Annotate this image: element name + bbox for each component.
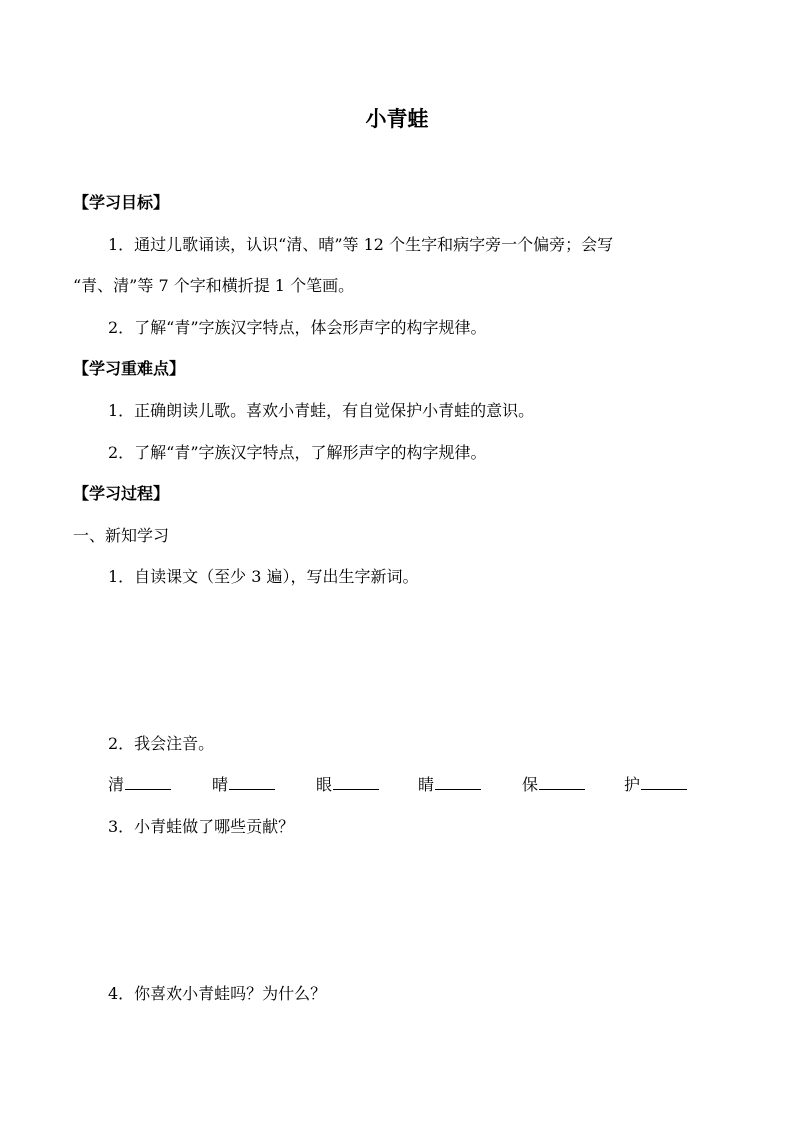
pinyin-blank[interactable] xyxy=(539,775,585,790)
question-2: 2．我会注音。 xyxy=(108,734,215,753)
pinyin-char: 睛 xyxy=(418,775,435,794)
pinyin-blank[interactable] xyxy=(229,775,275,790)
question-4: 4．你喜欢小青蛙吗？为什么？ xyxy=(108,984,327,1003)
pinyin-char: 保 xyxy=(522,775,539,794)
pinyin-exercise-row xyxy=(108,772,708,796)
goal-item-1-line-1: 1．通过儿歌诵读，认识“清、晴”等 12 个生字和病字旁一个偏旁；会写 xyxy=(108,235,614,254)
page-title: 小青蛙 xyxy=(365,107,429,131)
pinyin-blank[interactable] xyxy=(641,775,687,790)
pinyin-char: 清 xyxy=(108,775,125,794)
pinyin-item xyxy=(624,772,687,795)
key-point-item-2: 2．了解“青”字族汉字特点，了解形声字的构字规律。 xyxy=(108,443,487,462)
pinyin-item xyxy=(522,772,585,795)
pinyin-item xyxy=(316,772,379,795)
pinyin-char: 护 xyxy=(624,775,641,794)
pinyin-char: 眼 xyxy=(316,775,333,794)
question-3: 3．小青蛙做了哪些贡献？ xyxy=(108,817,295,836)
heading-learning-goals: 【学习目标】 xyxy=(73,193,170,212)
question-1: 1．自读课文（至少 3 遍），写出生字新词。 xyxy=(108,567,419,586)
pinyin-char: 晴 xyxy=(212,775,229,794)
part-new-knowledge: 一、新知学习 xyxy=(73,526,170,545)
pinyin-item xyxy=(108,772,171,795)
heading-key-points: 【学习重难点】 xyxy=(73,359,186,378)
heading-learning-process: 【学习过程】 xyxy=(73,484,170,503)
pinyin-blank[interactable] xyxy=(333,775,379,790)
pinyin-blank[interactable] xyxy=(125,775,171,790)
goal-item-1-line-2: “青、清”等 7 个字和横折提 1 个笔画。 xyxy=(73,276,355,295)
pinyin-item xyxy=(418,772,481,795)
pinyin-item xyxy=(212,772,275,795)
key-point-item-1: 1．正确朗读儿歌。喜欢小青蛙，有自觉保护小青蛙的意识。 xyxy=(108,401,535,420)
pinyin-blank[interactable] xyxy=(435,775,481,790)
goal-item-2: 2．了解“青”字族汉字特点，体会形声字的构字规律。 xyxy=(108,318,487,337)
